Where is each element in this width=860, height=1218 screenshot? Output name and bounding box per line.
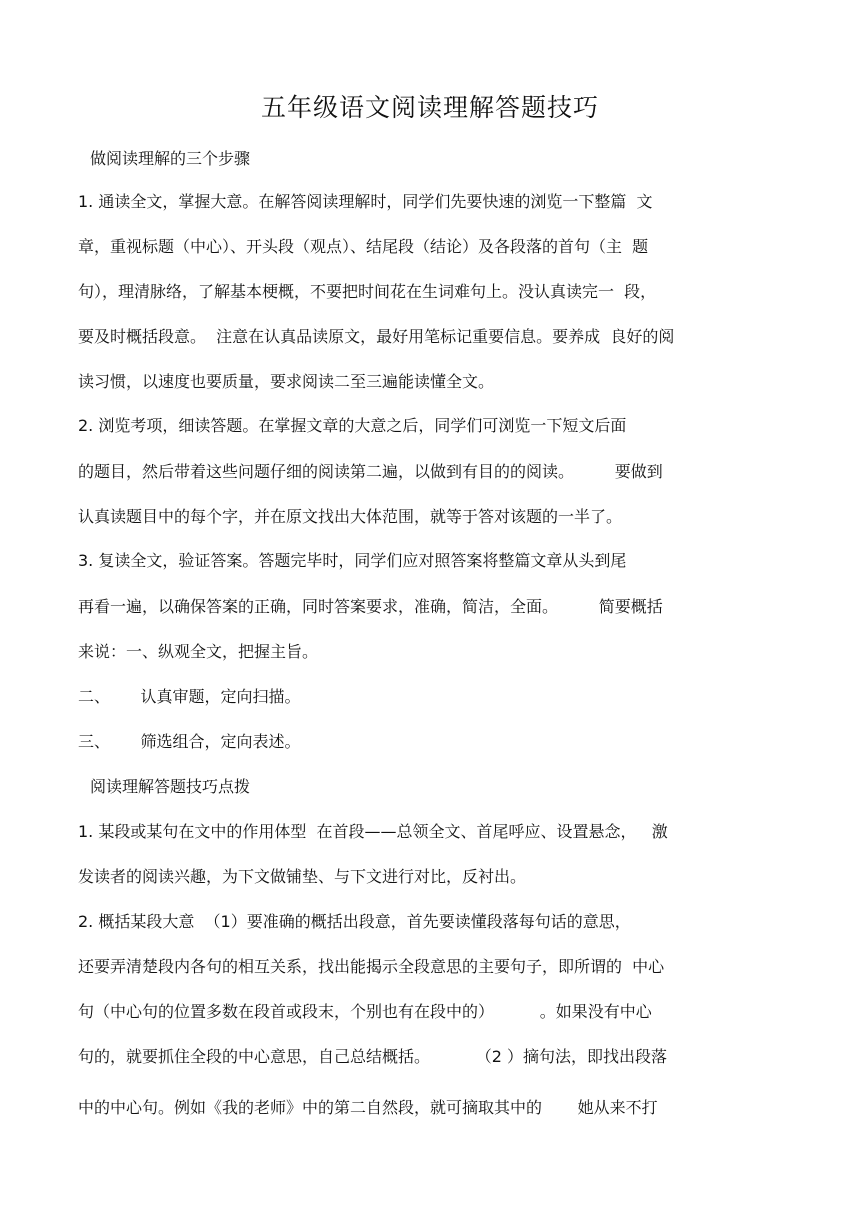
paragraph-line: 读习惯，以速度也要质量，要求阅读二至三遍能读懂全文。 [78, 372, 495, 391]
paragraph-line: 2. 概括某段大意 （1）要准确的概括出段意，首先要读懂段落每句话的意思， [78, 912, 631, 931]
paragraph-line: 句），理清脉络，了解基本梗概，不要把时间花在生词难句上。没认真读完一 段， [78, 282, 657, 301]
list-item: 二、 认真审题，定向扫描。 [78, 687, 301, 706]
paragraph-line: 要及时概括段意。 注意在认真品读原文，最好用笔标记重要信息。要养成 良好的阅 [78, 327, 675, 346]
document-title: 五年级语文阅读理解答题技巧 [260, 93, 599, 122]
paragraph-line: 句的，就要抓住全段的中心意思，自己总结概括。 （2 ）摘句法，即找出段落 [78, 1047, 668, 1066]
paragraph-line: 再看一遍，以确保答案的正确，同时答案要求，准确，简洁，全面。 简要概括 [78, 597, 663, 616]
paragraph-line: 还要弄清楚段内各句的相互关系，找出能揭示全段意思的主要句子，即所谓的 中心 [78, 957, 665, 976]
paragraph-line: 3. 复读全文，验证答案。答题完毕时，同学们应对照答案将整篇文章从头到尾 [78, 551, 627, 570]
paragraph-line: 发读者的阅读兴趣，为下文做铺垫、与下文进行对比，反衬出。 [78, 867, 527, 886]
paragraph-line: 中的中心句。例如《我的老师》中的第二自然段，就可摘取其中的 她从来不打 [78, 1098, 658, 1117]
section-heading-steps: 做阅读理解的三个步骤 [90, 149, 251, 168]
section-heading-tips: 阅读理解答题技巧点拨 [90, 777, 251, 796]
paragraph-line: 的题目，然后带着这些问题仔细的阅读第二遍，以做到有目的的阅读。 要做到 [78, 462, 663, 481]
paragraph-line: 认真读题目中的每个字，并在原文找出大体范围，就等于答对该题的一半了。 [78, 507, 623, 526]
paragraph-line: 章，重视标题（中心）、开头段（观点）、结尾段（结论）及各段落的首句（主 题 [78, 237, 649, 256]
paragraph-line: 句（中心句的位置多数在段首或段末，个别也有在段中的） 。如果没有中心 [78, 1002, 652, 1021]
paragraph-line: 来说：一、纵观全文，把握主旨。 [78, 642, 319, 661]
paragraph-line: 1. 某段或某句在文中的作用体型 在首段——总领全文、首尾呼应、设置悬念， 激 [78, 822, 668, 841]
paragraph-line: 2. 浏览考项，细读答题。在掌握文章的大意之后，同学们可浏览一下短文后面 [78, 416, 627, 435]
list-item: 三、 筛选组合，定向表述。 [78, 732, 301, 751]
paragraph-line: 1. 通读全文，掌握大意。在解答阅读理解时，同学们先要快速的浏览一下整篇 文 [78, 192, 653, 211]
